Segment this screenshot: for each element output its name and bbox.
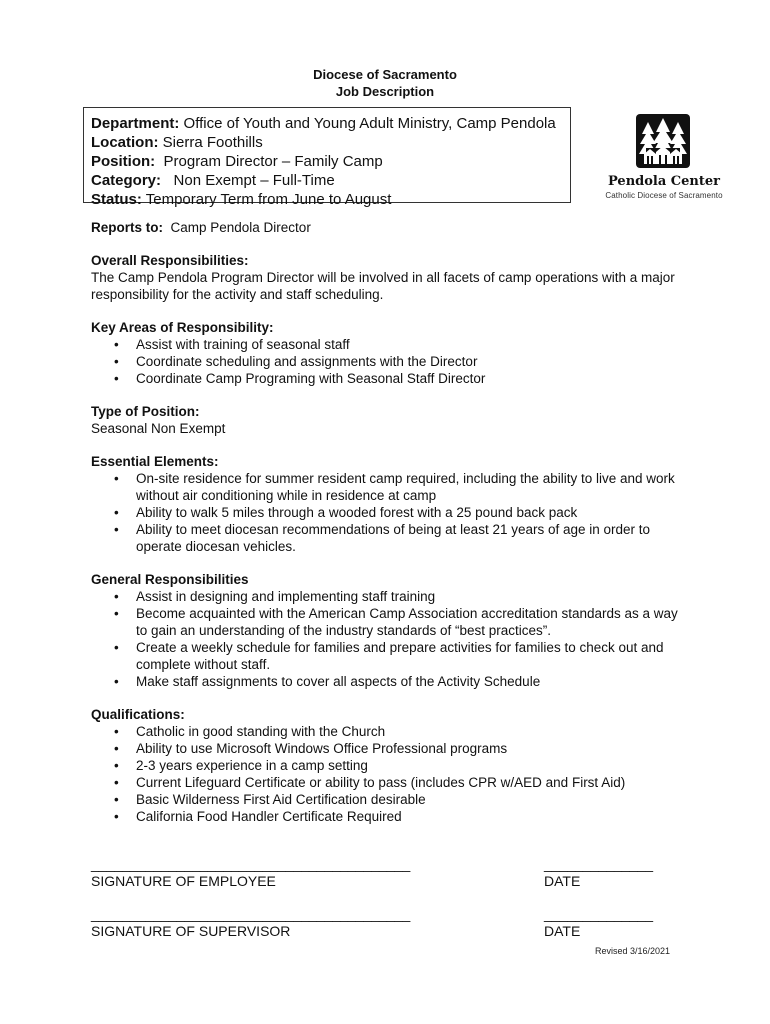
overall-text: The Camp Pendola Program Director will be involved in all facets of camp operations with a major responsibility for the activity and staff scheduling.: [91, 270, 675, 302]
list-item: • Create a weekly schedule for families and prepare activities for families to check out and complete without staff.: [91, 639, 691, 673]
supervisor-signature-line[interactable]: _________________________________________: [91, 906, 411, 922]
list-item: • Become acquainted with the American Camp Association accreditation standards as a way to gain an understanding of the industry standards of “best practices”.: [91, 605, 691, 639]
list-item: • California Food Handler Certificate Required: [91, 808, 691, 825]
list-item: • Current Lifeguard Certificate or ability to pass (includes CPR w/AED and First Aid): [91, 774, 691, 791]
reports-to-value: Camp Pendola Director: [163, 220, 311, 235]
location-row: [91, 133, 570, 152]
employee-date-label: DATE: [544, 873, 581, 889]
status-row: [91, 190, 570, 209]
supervisor-signature-block: [91, 906, 410, 940]
employee-signature-block: [91, 856, 410, 890]
job-description-title: Job Description: [335, 84, 435, 99]
type-of-position-title: Type of Position:: [91, 404, 200, 419]
document-body: [91, 219, 691, 841]
qualifications-list: [91, 723, 691, 825]
position-label: Position:: [91, 153, 156, 170]
employee-signature-line[interactable]: _________________________________________: [91, 856, 411, 872]
supervisor-signature-label: SIGNATURE OF SUPERVISOR: [91, 923, 291, 939]
status-label: Status:: [91, 191, 142, 208]
general-responsibilities-section: [91, 571, 691, 690]
category-row: [91, 171, 570, 190]
position-value: Program Director – Family Camp: [155, 153, 383, 170]
overall-responsibilities-section: [91, 252, 691, 303]
category-value: Non Exempt – Full-Time: [161, 172, 335, 189]
overall-title: Overall Responsibilities:: [91, 253, 249, 268]
location-value: Sierra Foothills: [158, 134, 263, 151]
list-item: • Coordinate Camp Programing with Seasonal Staff Director: [91, 370, 691, 387]
supervisor-date-line[interactable]: ______________: [544, 906, 654, 922]
qualifications-section: [91, 706, 691, 825]
reports-to-label: Reports to:: [91, 220, 163, 235]
position-row: [91, 152, 570, 171]
essential-elements-section: [91, 453, 691, 555]
essential-list: [91, 470, 691, 555]
essential-title: Essential Elements:: [91, 454, 219, 469]
pendola-center-logo: [598, 112, 730, 204]
employee-date-line[interactable]: ______________: [544, 856, 654, 872]
category-label: Category:: [91, 172, 162, 189]
logo-name: Pendola Center: [608, 174, 720, 189]
type-of-position-section: [91, 403, 691, 437]
department-row: [91, 114, 570, 133]
reports-to: [91, 219, 691, 236]
list-item: • 2-3 years experience in a camp setting: [91, 757, 691, 774]
diocese-title: Diocese of Sacramento: [313, 67, 457, 82]
supervisor-date-block: [544, 906, 653, 940]
list-item: • Catholic in good standing with the Church: [91, 723, 691, 740]
revised-date: Revised 3/16/2021: [595, 946, 671, 956]
list-item: • Assist in designing and implementing staff training: [91, 588, 691, 605]
general-title: General Responsibilities: [91, 572, 249, 587]
list-item: • Make staff assignments to cover all aspects of the Activity Schedule: [91, 673, 691, 690]
document-heading: [0, 66, 770, 100]
job-info-box: [83, 107, 571, 208]
list-item: • Basic Wilderness First Aid Certification desirable: [91, 791, 691, 808]
list-item: • On-site residence for summer resident camp required, including the ability to live and work without air conditioning while in residence at camp: [91, 470, 691, 504]
list-item: • Assist with training of seasonal staff: [91, 336, 691, 353]
list-item: • Ability to meet diocesan recommendations of being at least 21 years of age in order to operate diocesan vehicles.: [91, 521, 691, 555]
type-of-position-text: Seasonal Non Exempt: [91, 421, 226, 436]
department-value: Office of Youth and Young Adult Ministry, Camp Pendola: [179, 115, 556, 132]
supervisor-date-label: DATE: [544, 923, 581, 939]
list-item: • Ability to walk 5 miles through a wooded forest with a 25 pound back pack: [91, 504, 691, 521]
list-item: • Ability to use Microsoft Windows Office Professional programs: [91, 740, 691, 757]
list-item: • Coordinate scheduling and assignments with the Director: [91, 353, 691, 370]
employee-signature-label: SIGNATURE OF EMPLOYEE: [91, 873, 276, 889]
general-list: [91, 588, 691, 690]
status-value: Temporary Term from June to August: [141, 191, 392, 208]
employee-date-block: [544, 856, 653, 890]
key-areas-section: [91, 319, 691, 387]
trees-chapel-icon: [598, 112, 730, 174]
logo-subtitle: Catholic Diocese of Sacramento: [605, 191, 723, 200]
qualifications-title: Qualifications:: [91, 707, 185, 722]
key-areas-list: [91, 336, 691, 387]
key-areas-title: Key Areas of Responsibility:: [91, 320, 274, 335]
location-label: Location:: [91, 134, 159, 151]
department-label: Department:: [91, 115, 180, 132]
